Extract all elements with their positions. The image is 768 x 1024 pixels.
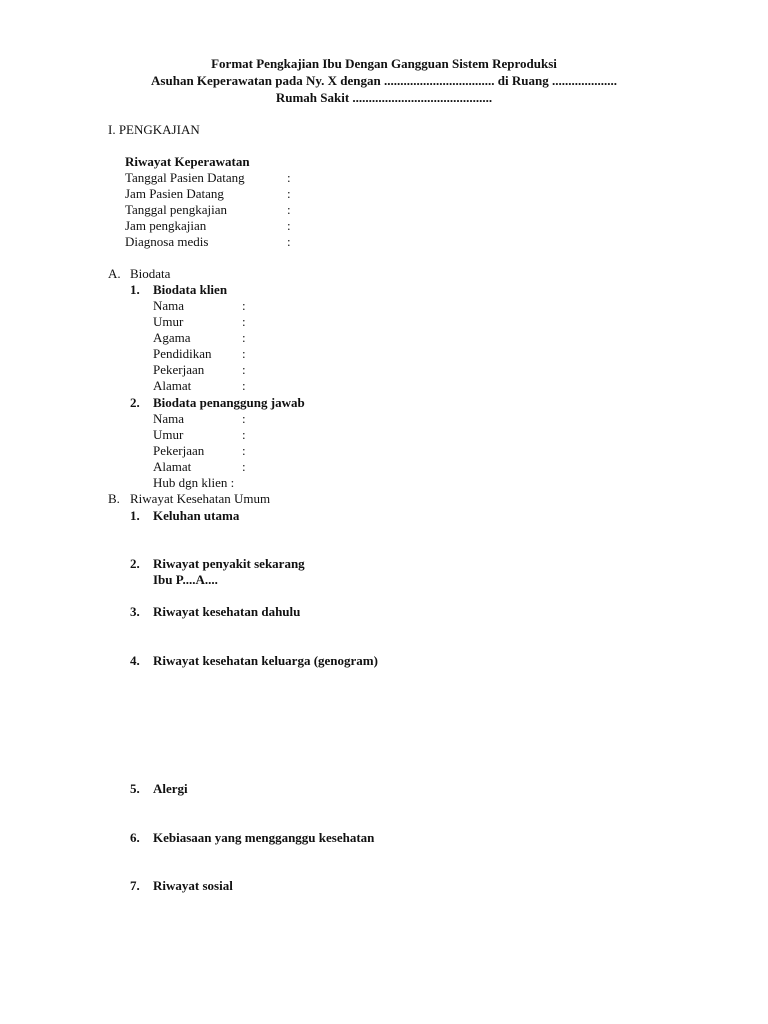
sub-number: 2. [130, 395, 140, 410]
section-i-heading: I. PENGKAJIAN [108, 122, 200, 137]
field-label: Alamat [153, 459, 192, 474]
field-label: Umur [153, 427, 184, 442]
item-number: 2. [130, 556, 140, 571]
field-label: Nama [153, 411, 185, 426]
field-colon: : [242, 378, 246, 393]
field-label: Nama [153, 298, 185, 313]
biodata-klien-heading: Biodata klien [153, 282, 228, 297]
item-alergi: Alergi [153, 781, 188, 796]
item-keluhan-utama: Keluhan utama [153, 508, 240, 523]
field-colon: : [287, 186, 291, 201]
field-label: Tanggal pengkajian [125, 202, 227, 217]
document-subtitle: Asuhan Keperawatan pada Ny. X dengan .................................. di Ruang .................... [151, 73, 617, 88]
field-colon: : [242, 298, 246, 313]
item-riwayat-penyakit-sekarang: Riwayat penyakit sekarang [153, 556, 305, 571]
item-number: 5. [130, 781, 140, 796]
field-label: Hub dgn klien : [153, 475, 235, 490]
field-label: Diagnosa medis [125, 234, 209, 249]
field-label: Jam pengkajian [125, 218, 207, 233]
field-label: Pekerjaan [153, 362, 205, 377]
field-colon: : [287, 234, 291, 249]
field-colon: : [287, 170, 291, 185]
section-a-heading: Biodata [130, 266, 171, 281]
field-colon: : [242, 427, 246, 442]
field-colon: : [242, 330, 246, 345]
section-a-marker: A. [108, 266, 121, 281]
field-colon: : [242, 459, 246, 474]
field-label: Agama [153, 330, 191, 345]
field-label: Alamat [153, 378, 192, 393]
field-colon: : [242, 411, 246, 426]
item-kebiasaan: Kebiasaan yang mengganggu kesehatan [153, 830, 375, 845]
riwayat-keperawatan-heading: Riwayat Keperawatan [125, 154, 250, 169]
field-label: Tanggal Pasien Datang [125, 170, 245, 185]
sub-number: 1. [130, 282, 140, 297]
field-label: Jam Pasien Datang [125, 186, 224, 201]
section-b-marker: B. [108, 491, 120, 506]
field-label: Pendidikan [153, 346, 212, 361]
item-number: 7. [130, 878, 140, 893]
item-number: 4. [130, 653, 140, 668]
item-riwayat-sosial: Riwayat sosial [153, 878, 233, 893]
field-colon: : [242, 362, 246, 377]
item-riwayat-kesehatan-dahulu: Riwayat kesehatan dahulu [153, 604, 301, 619]
item-riwayat-kesehatan-keluarga: Riwayat kesehatan keluarga (genogram) [153, 653, 378, 668]
field-colon: : [242, 314, 246, 329]
field-colon: : [242, 346, 246, 361]
section-b-heading: Riwayat Kesehatan Umum [130, 491, 271, 506]
item-number: 3. [130, 604, 140, 619]
item-number: 1. [130, 508, 140, 523]
field-colon: : [242, 443, 246, 458]
item-ibu-pa: Ibu P....A.... [153, 572, 218, 587]
field-label: Umur [153, 314, 184, 329]
field-colon: : [287, 202, 291, 217]
document-title: Format Pengkajian Ibu Dengan Gangguan Sistem Reproduksi [211, 56, 557, 71]
biodata-penanggung-jawab-heading: Biodata penanggung jawab [153, 395, 305, 410]
field-label: Pekerjaan [153, 443, 205, 458]
field-colon: : [287, 218, 291, 233]
document-hospital-line: Rumah Sakit ........................................... [275, 90, 493, 105]
item-number: 6. [130, 830, 140, 845]
